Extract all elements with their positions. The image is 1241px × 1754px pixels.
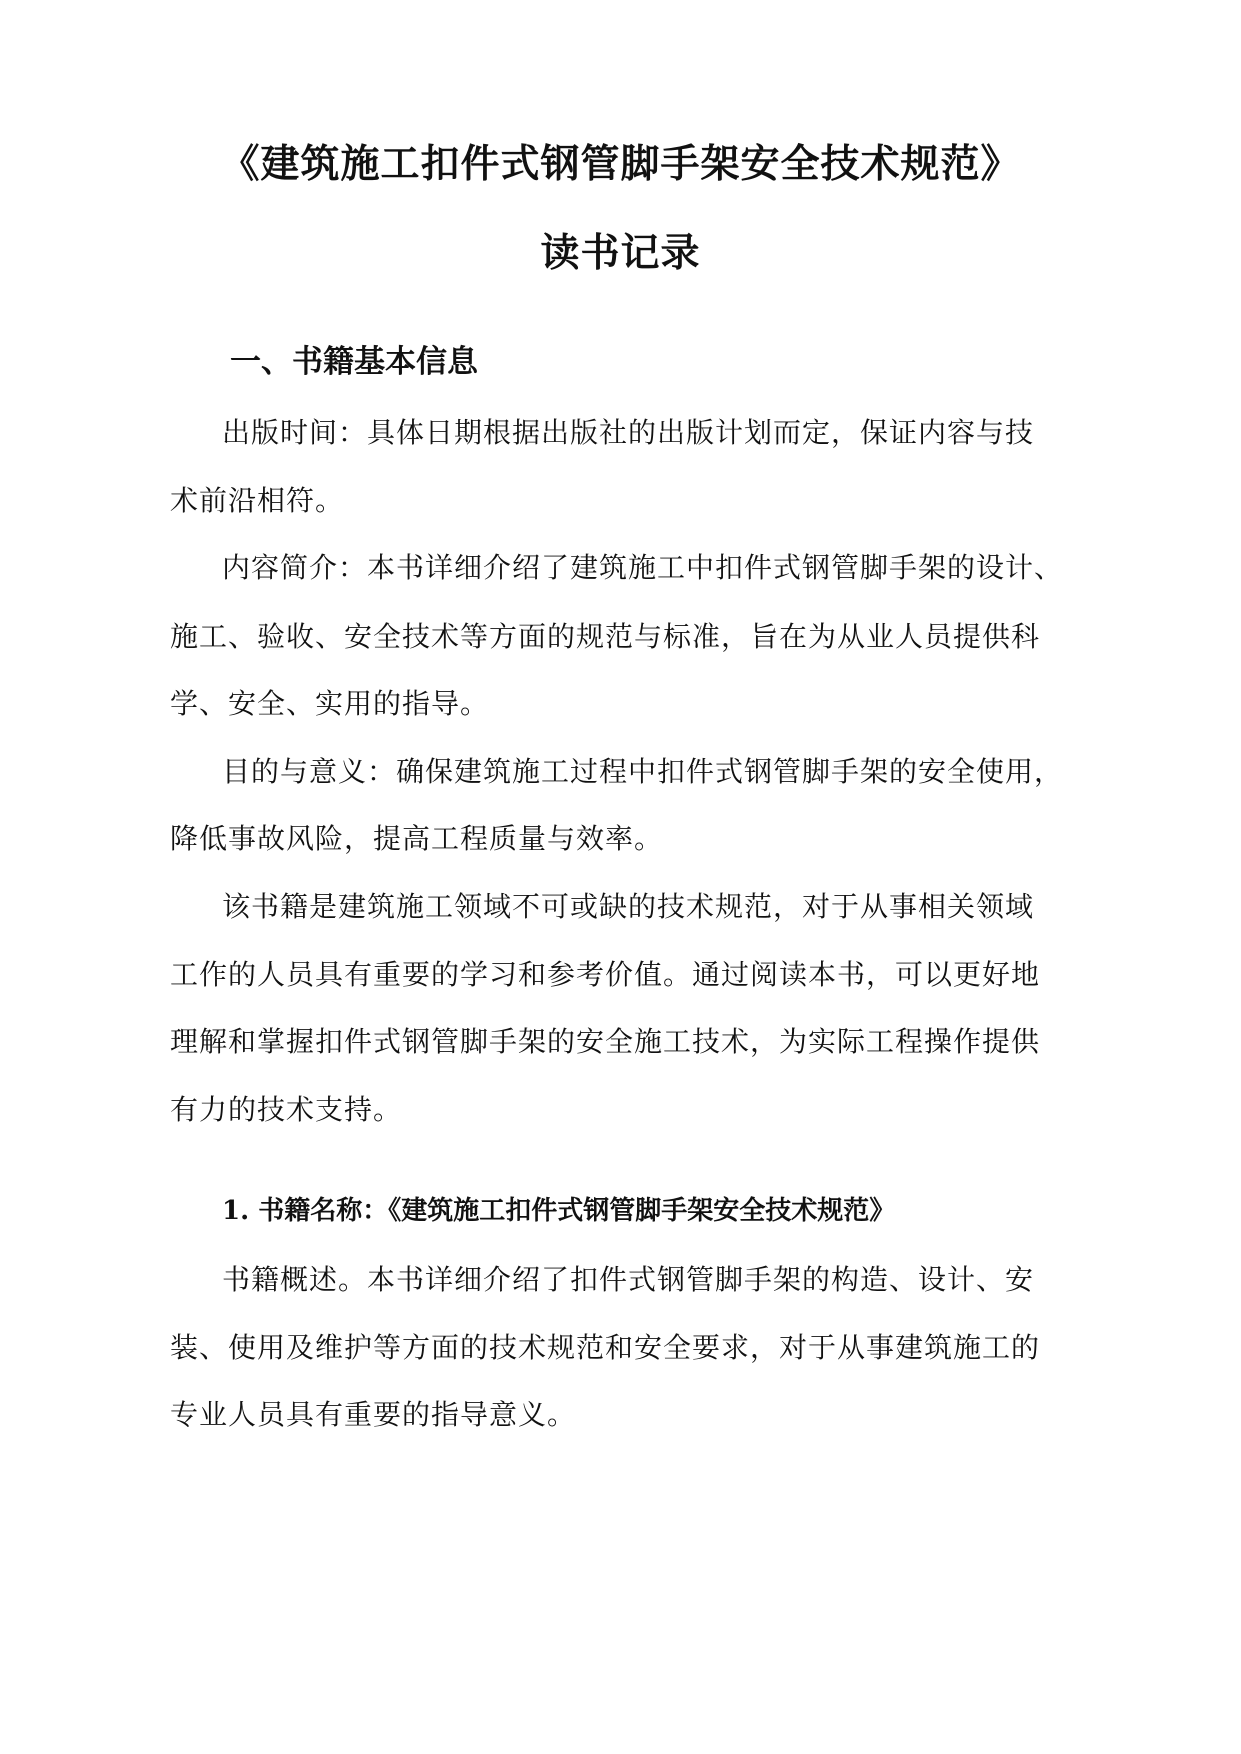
paragraph-line: 工作的人员具有重要的学习和参考价值。通过阅读本书，可以更好地 <box>170 958 1041 991</box>
paragraph-line: 专业人员具有重要的指导意义。 <box>170 1398 577 1431</box>
paragraph-line: 目的与意义：确保建筑施工过程中扣件式钢管脚手架的安全使用， <box>222 755 1064 788</box>
paragraph-line: 降低事故风险，提高工程质量与效率。 <box>170 822 664 855</box>
paragraph-line: 内容简介：本书详细介绍了建筑施工中扣件式钢管脚手架的设计、 <box>222 551 1064 584</box>
section-heading-basic-info: 一、书籍基本信息 <box>230 344 478 380</box>
paragraph-line: 装、使用及维护等方面的技术规范和安全要求，对于从事建筑施工的 <box>170 1331 1041 1364</box>
paragraph-line: 有力的技术支持。 <box>170 1093 403 1126</box>
document-subtitle: 读书记录 <box>540 230 701 276</box>
paragraph-line: 学、安全、实用的指导。 <box>170 687 490 720</box>
paragraph-line: 该书籍是建筑施工领域不可或缺的技术规范，对于从事相关领域 <box>222 890 1035 923</box>
paragraph-line: 书籍概述。本书详细介绍了扣件式钢管脚手架的构造、设计、安 <box>222 1263 1035 1296</box>
paragraph-line: 理解和掌握扣件式钢管脚手架的安全施工技术，为实际工程操作提供 <box>170 1025 1041 1058</box>
paragraph-line: 施工、验收、安全技术等方面的规范与标准，旨在为从业人员提供科 <box>170 620 1041 653</box>
paragraph-line: 术前沿相符。 <box>170 484 345 517</box>
book-name-heading: 1. 书籍名称：《建筑施工扣件式钢管脚手架安全技术规范》 <box>222 1196 896 1226</box>
paragraph-line: 出版时间：具体日期根据出版社的出版计划而定，保证内容与技 <box>222 416 1035 449</box>
document-title: 《建筑施工扣件式钢管脚手架安全技术规范》 <box>220 141 1021 187</box>
